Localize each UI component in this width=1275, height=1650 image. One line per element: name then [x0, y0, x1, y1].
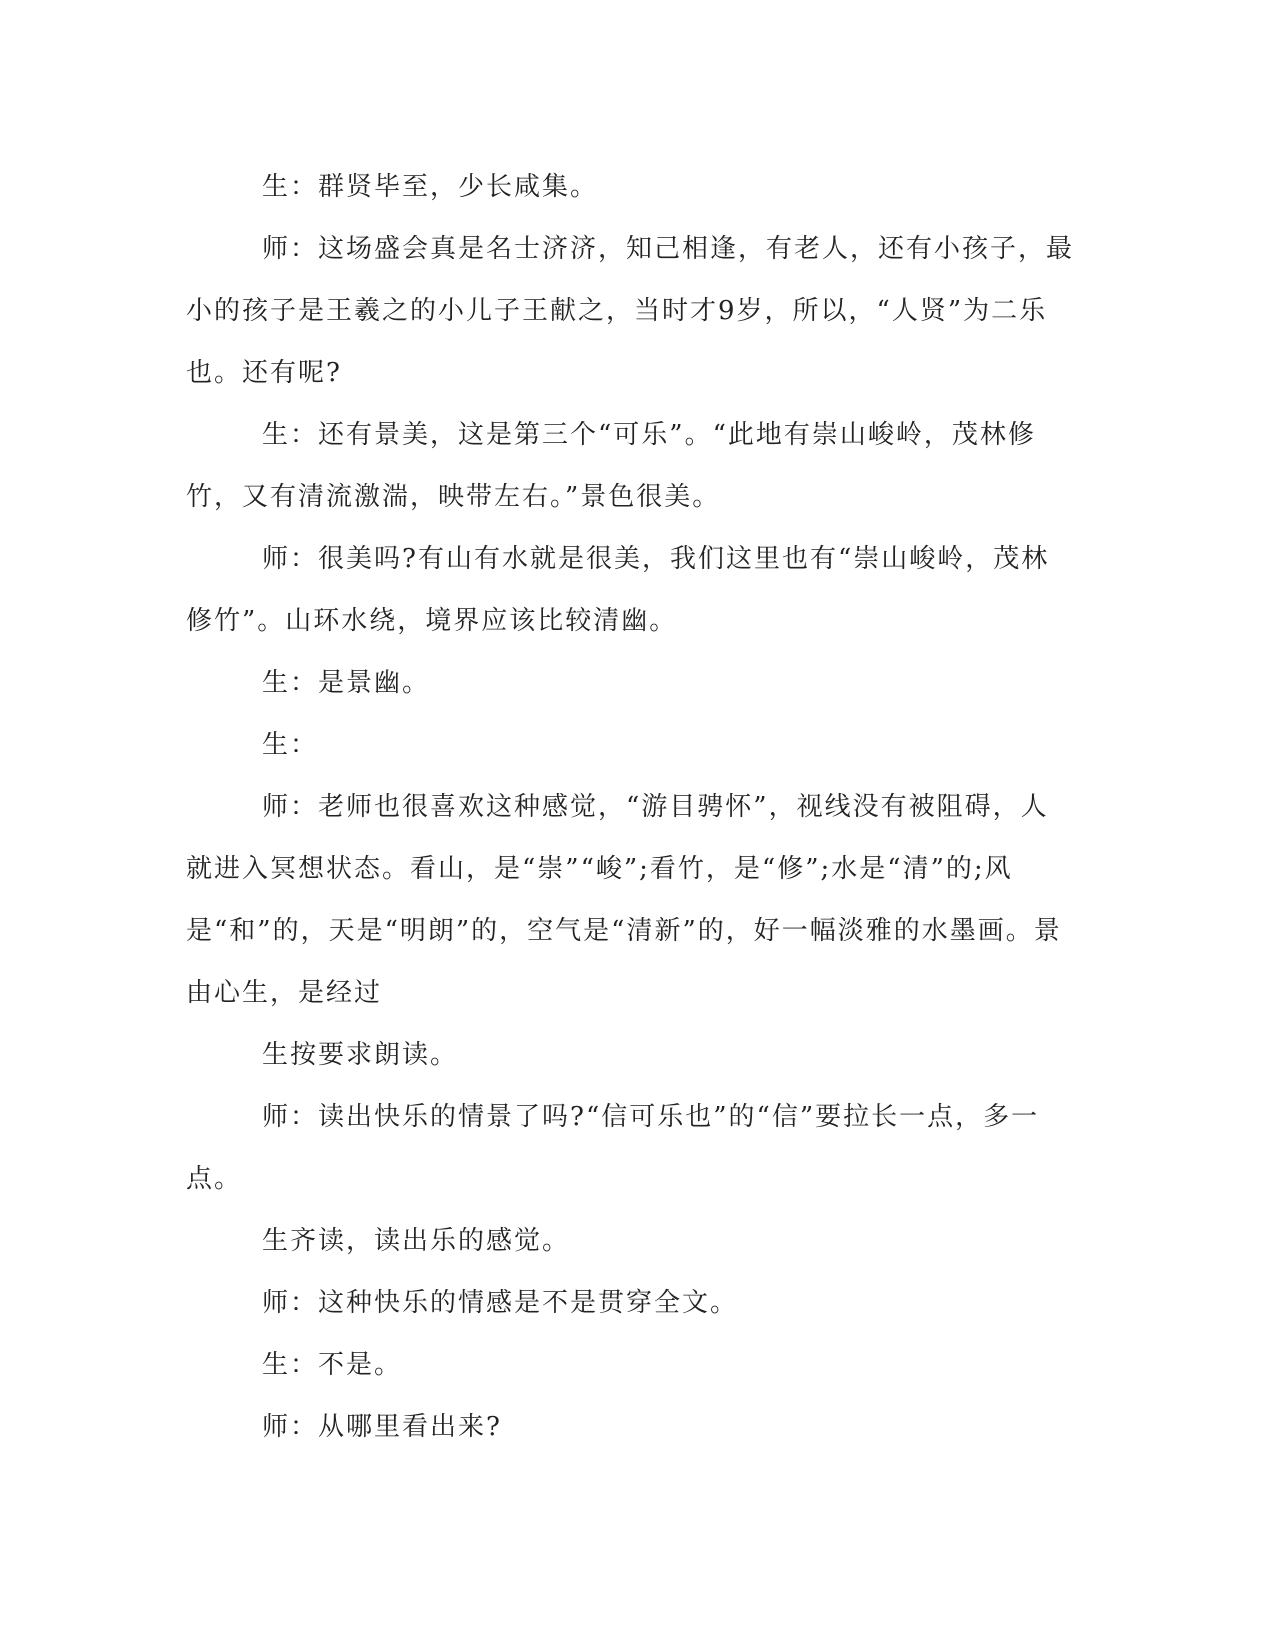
- paragraph: 生：不是。: [262, 1350, 403, 1380]
- paragraph: 师：这种快乐的情感是不是贯穿全文。: [262, 1288, 739, 1318]
- paragraph: 师：老师也很喜欢这种感觉，“游目骋怀”，视线没有被阻碍，人就进入冥想状态。看山，是“崇”“峻”;看竹，是“修”;水是“清”的;风是“和”的，天是“明朗”的，空气是“清新”的，好一幅淡雅的水墨画。景由心生，是经过: [186, 792, 1062, 1008]
- paragraph: 师：读出快乐的情景了吗?“信可乐也”的“信”要拉长一点，多一点。: [186, 1102, 1040, 1194]
- paragraph: 师：这场盛会真是名士济济，知己相逢，有老人，还有小孩子，最小的孩子是王羲之的小儿子王献之，当时才9岁，所以，“人贤”为二乐也。还有呢?: [186, 234, 1075, 388]
- paragraph: 师：很美吗?有山有水就是很美，我们这里也有“崇山峻岭，茂林修竹”。山环水绕，境界应该比较清幽。: [186, 544, 1050, 636]
- paragraph: 生：群贤毕至，少长咸集。: [262, 172, 599, 202]
- document-page: [186, 156, 1076, 1458]
- paragraph: 生齐读，读出乐的感觉。: [262, 1226, 571, 1256]
- paragraph: 生：还有景美，这是第三个“可乐”。“此地有崇山峻岭，茂林修竹，又有清流激湍，映带左右。”景色很美。: [186, 420, 1036, 512]
- paragraph: 生：是景幽。: [262, 668, 431, 698]
- paragraph: 生按要求朗读。: [262, 1040, 459, 1070]
- paragraph: 生：: [262, 730, 319, 760]
- paragraph: 师：从哪里看出来?: [262, 1412, 502, 1442]
